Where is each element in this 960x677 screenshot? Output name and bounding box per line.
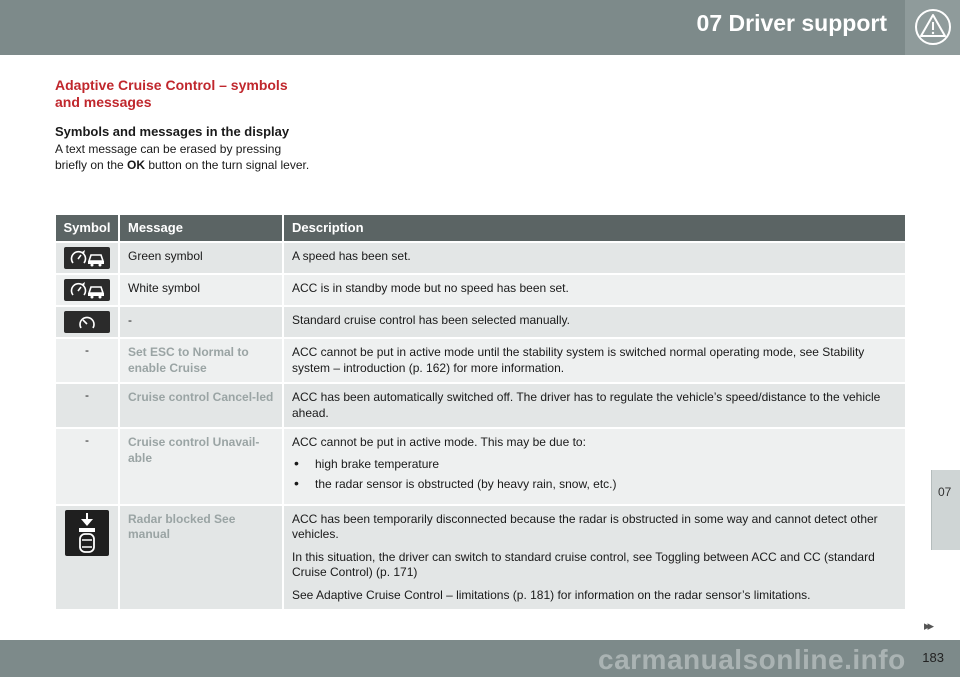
table-row (56, 273, 905, 305)
message-cell: Cruise control Unavail-able (120, 427, 284, 504)
message-cell: Radar blocked See manual (120, 504, 284, 610)
symbol-cell (56, 305, 120, 337)
warning-box (905, 0, 960, 55)
header-description: Description (284, 215, 905, 241)
acc-car-speedometer-icon (64, 247, 110, 269)
description-cell: ACC cannot be put in active mode until the stability system is switched normal operating mode, see Stability system – introduction (p. 162) for more information. (284, 337, 905, 382)
header-symbol: Symbol (56, 215, 120, 241)
symbol-cell: - (56, 427, 120, 504)
list-item: • the radar sensor is obstructed (by heavy rain, snow, etc.) (292, 477, 897, 493)
symbol-cell: - (56, 337, 120, 382)
description-cell: Standard cruise control has been selected manually. (284, 305, 905, 337)
side-tab-label: 07 (938, 485, 952, 499)
description-cell: A speed has been set. (284, 241, 905, 273)
header-message: Message (120, 215, 284, 241)
intro-text-start: A text message can be erased by pressing briefly on the (55, 142, 282, 172)
table-header-row (56, 215, 905, 241)
description-paragraph: See Adaptive Cruise Control – limitations (p. 181) for information on the radar sensor’s limitations. (292, 587, 811, 602)
description-paragraph: ACC has been temporarily disconnected because the radar is obstructed in some way and cannot detect other vehicles. (292, 511, 878, 541)
radar-blocked-icon (65, 510, 109, 556)
message-cell: - (120, 305, 284, 337)
speedometer-icon (64, 311, 110, 333)
message-cell: Green symbol (120, 241, 284, 273)
table-row (56, 382, 905, 427)
message-cell: Set ESC to Normal to enable Cruise (120, 337, 284, 382)
symbols-table (56, 215, 905, 609)
section-title: Adaptive Cruise Control – symbols and messages (55, 77, 288, 110)
header-bar (0, 0, 905, 55)
description-cell: ACC is in standby mode but no speed has been set. (284, 273, 905, 305)
warning-triangle-icon (914, 8, 952, 46)
table-row (56, 337, 905, 382)
intro-text-end: button on the turn signal lever. (145, 158, 310, 172)
chapter-title: 07 Driver support (696, 10, 887, 36)
symbol-cell (56, 241, 120, 273)
table-row (56, 427, 905, 504)
page-number: 183 (922, 650, 944, 665)
symbol-cell (56, 273, 120, 305)
message-cell: White symbol (120, 273, 284, 305)
acc-car-speedometer-icon (64, 279, 110, 301)
table-row (56, 241, 905, 273)
description-paragraph: In this situation, the driver can switch to standard cruise control, see Toggling between ACC and CC (standard Cruise Control) (p. 171) (292, 549, 875, 579)
description-cell: ACC has been automatically switched off. The driver has to regulate the vehicle’s speed/distance to the vehicle ahead. (284, 382, 905, 427)
next-page-arrows-icon[interactable]: ▸▸ (924, 618, 932, 633)
watermark: carmanualsonline.info (598, 644, 906, 675)
symbol-cell: - (56, 382, 120, 427)
description-text: ACC cannot be put in active mode. This may be due to: (292, 435, 586, 449)
ok-button-label: OK (127, 158, 146, 172)
list-item: • high brake temperature (292, 457, 897, 473)
table-row (56, 504, 905, 610)
description-cell (284, 427, 905, 504)
chapter-side-tab[interactable] (931, 470, 960, 550)
intro-paragraph (55, 141, 310, 173)
sub-heading: Symbols and messages in the display (55, 124, 290, 139)
message-cell: Cruise control Cancel-led (120, 382, 284, 427)
description-cell (284, 504, 905, 610)
cause-list (292, 457, 897, 493)
table-row (56, 305, 905, 337)
symbol-cell (56, 504, 120, 610)
